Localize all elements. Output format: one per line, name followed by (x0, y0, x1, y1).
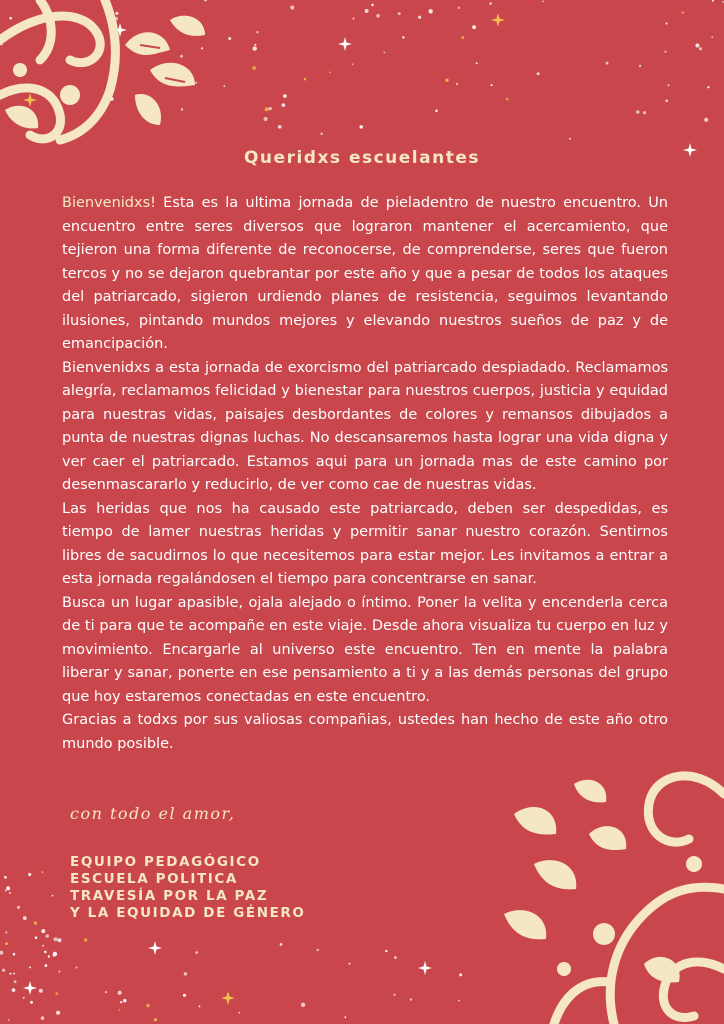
closing-line: con todo el amor, (70, 804, 236, 823)
signature-line: TRAVESÍA POR LA PAZ (70, 888, 269, 904)
letter-title: Queridxs escuelantes (243, 148, 480, 168)
letter-paragraph: Bienvenidxs a esta jornada de exorcismo del patriarcado despiadado. Reclamamos alegría, reclamamos felicidad y bienestar para nuestros cuerpos, justicia y equidad para nuestras vidas, paisajes desbordantes de colores y remansos dibujados a punta de nuestras dignas luchas. No descansaremos hasta lograr una vida digna y ver caer el patriarcado. Estamos aqui para un jornada mas de este camino por desenmascararlo y reducirlo, de ver como cae de nuestras vidas. (62, 359, 668, 493)
paragraph-text: Esta es la ultima jornada de pieladentro de nuestro encuentro. Un encuentro entre seres diversos que lograron mantener el acercamiento, que tejieron una forma diferente de reconocerse, de comprenderse, seres que fueron tercos y no se dejaron quebrantar por este año y que a pesar de todos los ataques del patriarcado, sigieron urdiendo planes de resistencia, seguimos levantando ilusiones, pintando mundos mejores y elevando nuestros sueños de paz y de emancipación. (62, 195, 668, 352)
greeting: Bienvenidxs! (62, 195, 156, 211)
signature-line: ESCUELA POLITICA (70, 871, 238, 887)
signature-line: EQUIPO PEDAGÓGICO (70, 854, 261, 870)
floral-ornament-icon (0, 0, 230, 150)
signature-block (70, 854, 306, 922)
floral-ornament-icon (494, 754, 724, 1024)
letter-paragraph: Busca un lugar apasible, ojala alejado o íntimo. Poner la velita y encenderla cerca de ti para que te acompañe en este viaje. Desde ahora visualiza tu cuerpo en luz y movimiento. Encargarle al universo este encuentro. Ten en mente la palabra liberar y sanar, ponerte en ese pensamiento a ti y a las demás personas del grupo que hoy estaremos conectadas en este encuentro. (62, 594, 668, 705)
letter-paragraph: Las heridas que nos ha causado este patriarcado, deben ser despedidas, es tiempo de lamer nuestras heridas y permitir sanar nuestro corazón. Sentirnos libres de sacudirnos lo que necesitemos para estar mejor. Les invitamos a entrar a esta jornada regalándosen el tiempo para concentrarse en sanar. (62, 500, 668, 587)
signature-line: Y LA EQUIDAD DE GÉNERO (70, 905, 306, 921)
letter-body (62, 192, 668, 756)
letter-paragraph: Gracias a todxs por sus valiosas compañias, ustedes han hecho de este año otro mundo posible. (62, 712, 668, 752)
letter-paragraph (62, 192, 668, 357)
